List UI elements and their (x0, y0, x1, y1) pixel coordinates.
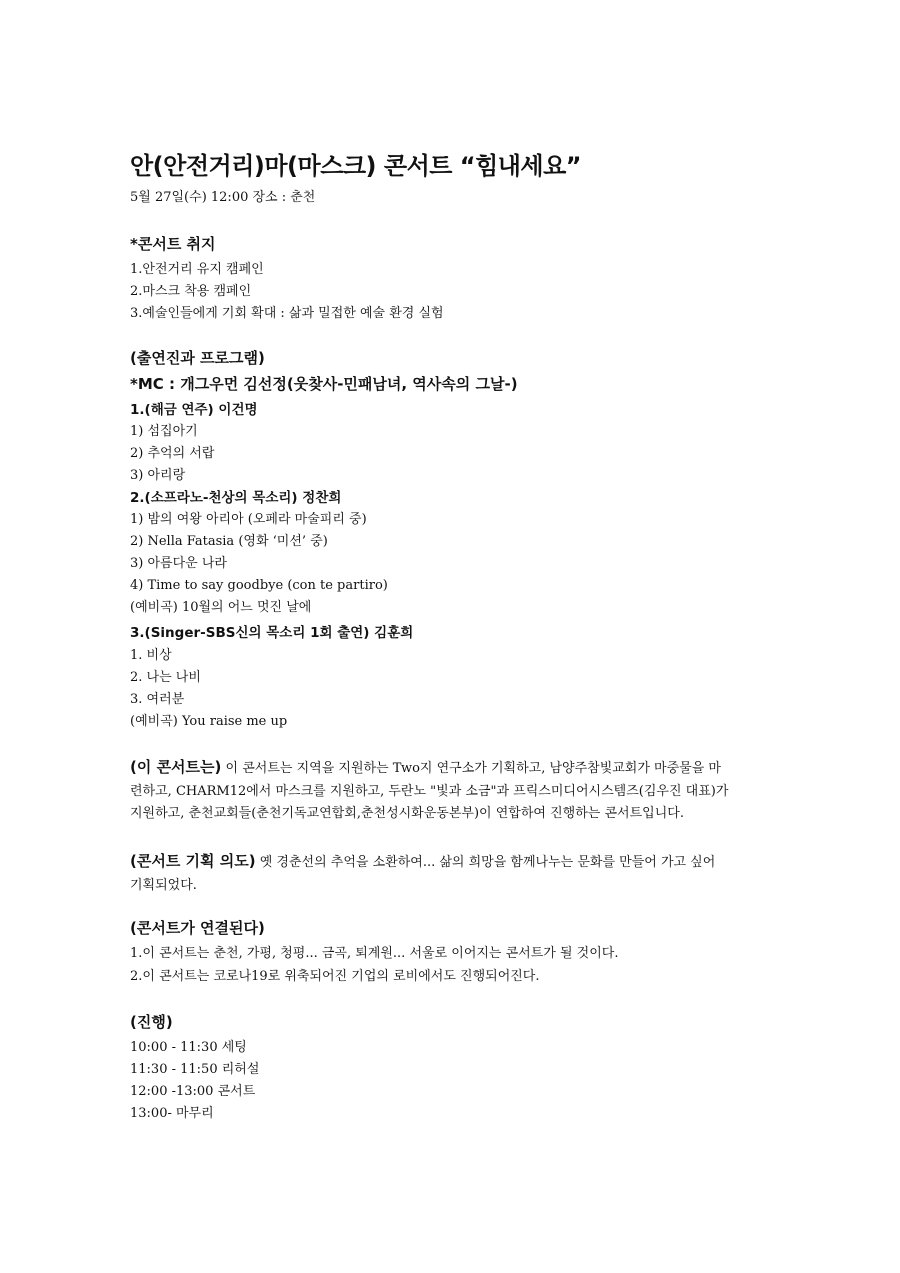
purpose-heading: *콘서트 취지 (130, 235, 216, 253)
schedule-item: 13:00- 마무리 (130, 1106, 214, 1121)
song-item: 3. 여러분 (130, 692, 185, 707)
song-item: 1) 섬집아기 (130, 424, 198, 439)
about-text: 련하고, CHARM12에서 마스크를 지원하고, 두란노 "빛과 소금"과 프릭스미디어시스템즈(김우진 대표)가 (130, 783, 729, 799)
intent-lead: (콘서트 기획 의도) (130, 852, 256, 870)
about-lead: (이 콘서트는) (130, 758, 222, 776)
page-title: 안(안전거리)마(마스크) 콘서트 “힘내세요” (130, 152, 582, 180)
schedule-item: 10:00 - 11:30 세팅 (130, 1040, 247, 1055)
purpose-item: 1.안전거리 유지 캠페인 (130, 262, 264, 277)
about-text: 지원하고, 춘천교회들(춘천기독교연합회,춘천성시화운동본부)이 연합하여 진행하는 콘서트입니다. (130, 806, 684, 821)
performer-name: 1.(해금 연주) 이건명 (130, 402, 258, 418)
song-item: (예비곡) 10월의 어느 멋진 날에 (130, 600, 312, 615)
about-text: 이 콘서트는 지역을 지원하는 Two지 연구소가 기획하고, 남양주참빛교회가 마중물을 마 (221, 761, 721, 776)
intent-paragraph (130, 850, 775, 897)
song-item: 4) Time to say goodbye (con te partiro) (130, 578, 388, 593)
connect-item: 1.이 콘서트는 춘천, 가평, 청평... 금곡, 퇴계원... 서울로 이어지는 콘서트가 될 것이다. (130, 946, 619, 961)
song-item: 2) Nella Fatasia (영화 ‘미션’ 중) (130, 534, 328, 549)
song-item: 2. 나는 나비 (130, 670, 201, 685)
schedule-heading: (진행) (130, 1013, 173, 1031)
connect-item: 2.이 콘서트는 코로나19로 위축되어진 기업의 로비에서도 진행되어진다. (130, 969, 540, 984)
about-paragraph (130, 756, 775, 826)
purpose-item: 3.예술인들에게 기회 확대 : 삶과 밀접한 예술 환경 실험 (130, 306, 444, 321)
program-heading: (출연진과 프로그램) (130, 349, 265, 367)
song-item: 2) 추억의 서랍 (130, 446, 215, 461)
intent-text: 기획되었다. (130, 877, 197, 893)
performer-name: 3.(Singer-SBS신의 목소리 1회 출연) 김훈희 (130, 625, 414, 641)
schedule-item: 11:30 - 11:50 리허설 (130, 1062, 260, 1077)
intent-text: 옛 경춘선의 추억을 소환하여... 삶의 희망을 함께나누는 문화를 만들어 가고 싶어 (255, 855, 716, 870)
connect-heading: (콘서트가 연결된다) (130, 919, 265, 937)
schedule-item: 12:00 -13:00 콘서트 (130, 1084, 256, 1099)
song-item: (예비곡) You raise me up (130, 714, 288, 729)
song-item: 3) 아름다운 나라 (130, 556, 227, 571)
date-place: 5월 27일(수) 12:00 장소 : 춘천 (130, 190, 316, 205)
mc-line: *MC : 개그우먼 김선정(웃찾사-민패남녀, 역사속의 그날-) (130, 375, 518, 393)
song-item: 3) 아리랑 (130, 468, 186, 483)
performer-name: 2.(소프라노-천상의 목소리) 정찬희 (130, 490, 342, 506)
song-item: 1) 밤의 여왕 아리아 (오페라 마술피리 중) (130, 512, 367, 527)
purpose-item: 2.마스크 착용 캠페인 (130, 284, 252, 299)
song-item: 1. 비상 (130, 648, 172, 663)
